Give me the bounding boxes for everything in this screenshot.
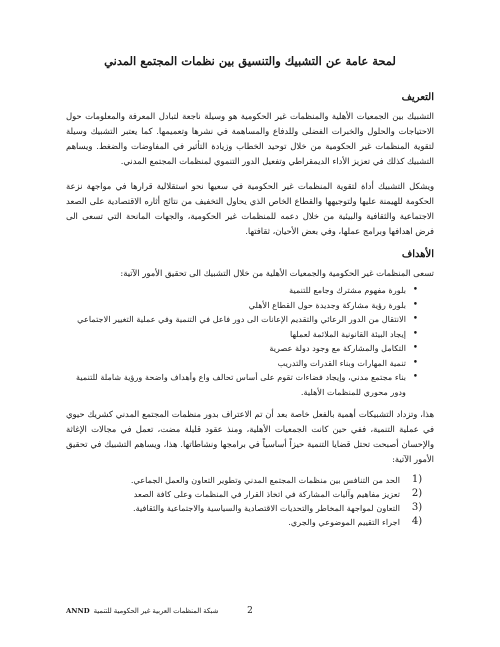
definition-heading: التعريف bbox=[401, 92, 434, 103]
item-text: تعزيز مفاهيم وآليات المشاركة في اتخاذ القرار في المنظمات وعلى كافة الصعد bbox=[133, 489, 400, 499]
definition-paragraph-2: ويشكل التشبيك أداة لتقوية المنظمات غير الحكومية في سعيها نحو استقلالية قرارها في مواجهة نزعة الحكومة للهيمنة عليها ولتوجيهها والقطاع الخاص الذي يحاول التخفيف من نتائج أثاره الاقتصادية على الصعد الاجتماعية والثقافية والبيئية من خلال دعمه للمنظمات غير الحكومية، والجهات المانحة التي تسعى الى فرض اهدافها وبرامج عملها، وفي بعض الأحيان، ثقافتها. bbox=[66, 181, 434, 236]
goals-heading: الأهداف bbox=[401, 249, 434, 260]
list-item: • بناء مجتمع مدني، وإيجاد فضاءات تقوم على أساس تحالف واع وأهداف واضحة ورؤية شاملة للتنمية ودور محوري للمنظمات الأهلية. bbox=[66, 370, 406, 399]
page-footer bbox=[66, 607, 434, 615]
networking-paragraph: هذا، وتزداد التشبيكات أهمية بالفعل خاصة بعد أن تم الاعتراف بدور منظمات المجتمع المدني كشريك حيوي في عملية التنمية، ففي حين كانت الجمعيات الأهلية، ومنذ عقود قليلة مضت، تعمل في مجالات الإغاثة والإحسان أصبحت تحتل قضايا التنمية حيزاً أساسياً في برامجها ونشاطاتها. هذا، ويساهم التشبيك في تحقيق الأمور الآتية: bbox=[66, 409, 434, 464]
list-item: • إيجاد البيئة القانونية الملائمة لعملها bbox=[66, 327, 406, 342]
item-text: التعاون لمواجهة المخاطر والتحديات الاقتصادية والسياسية والاجتماعية والثقافية. bbox=[133, 503, 400, 513]
list-item: • تنمية المهارات وبناء القدرات والتدريب bbox=[66, 356, 406, 371]
item-number: (2 bbox=[411, 488, 423, 499]
footer-org-name: شبكة المنظمات العربية غير الحكومية للتنمية bbox=[93, 607, 219, 615]
numbered-item bbox=[66, 515, 434, 529]
list-item: • التكامل والمشاركة مع وجود دولة عصرية bbox=[66, 341, 406, 356]
goals-list bbox=[66, 283, 434, 399]
numbered-item bbox=[66, 501, 434, 515]
numbered-item bbox=[66, 487, 434, 501]
list-item: • الانتقال من الدور الرعائي والتقديم الإعانات الى دور فاعل في التنمية وفي عملية التغيير الاجتماعي bbox=[66, 312, 406, 327]
list-item: • بلورة رؤية مشاركة وجديدة حول القطاع الأهلي bbox=[66, 298, 406, 313]
goals-intro: تسعى المنظمات غير الحكومية والجمعيات الأهلية من خلال التشبيك الى تحقيق الأمور الآتية: bbox=[120, 268, 434, 278]
item-number: (3 bbox=[411, 502, 423, 513]
item-text: الحد من التنافس بين منظمات المجتمع المدني وتطوير التعاون والعمل الجماعي. bbox=[130, 475, 400, 485]
numbered-item bbox=[66, 473, 434, 487]
footer-org-abbr: ANND bbox=[66, 607, 90, 615]
page-title: لمحة عامة عن التشبيك والتنسيق بين نظمات المجتمع المدني bbox=[104, 54, 396, 68]
item-number: (1 bbox=[411, 474, 423, 485]
page-number: 2 bbox=[247, 606, 253, 616]
item-number: (4 bbox=[411, 516, 423, 527]
definition-paragraph-1: التشبيك بين الجمعيات الأهلية والمنظمات غير الحكومية هو وسيلة ناجعة لتبادل المعرفة والمعلومات حول الاحتياجات والحلول والخبرات الفضلى وللدفاع والمساهمة في نشرها وتعميمها. كما يعتبر التشبيك وسيلة لتقوية المنظمات غير الحكومية من خلال توحيد الخطاب وزيادة التأثير في المفاوضات والضغط. ويساهم التشبيك كذلك في تعزيز الأداء الديمقراطي وتفعيل الدور التنموي لمنظمات المجتمع المدني. bbox=[66, 111, 434, 166]
numbered-list bbox=[66, 473, 434, 529]
list-item: • بلورة مفهوم مشترك وجامع للتنمية bbox=[66, 283, 406, 298]
item-text: اجراء التقييم الموضوعي والجري. bbox=[288, 517, 400, 527]
